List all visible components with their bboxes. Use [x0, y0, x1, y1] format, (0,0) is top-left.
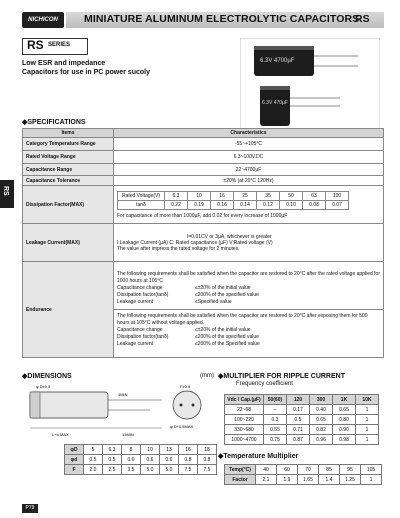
ripple-header-row: [225, 395, 379, 405]
dim-cell: 5: [84, 445, 103, 455]
dim-row: [65, 445, 217, 455]
ripple-cell: 1: [356, 435, 379, 445]
dissipation-note: For capacitance of more than 1000µF, add 0.02 for every increase of 1000µF: [117, 212, 288, 219]
factor-cell: 2.1: [256, 475, 277, 485]
dissipation-voltage-label: Rated Voltage(V): [118, 191, 165, 200]
dissipation-tan-label: tanδ: [118, 200, 165, 209]
ripple-cell: 0.17: [287, 405, 310, 415]
dim-row: [65, 465, 217, 475]
dissipation-voltage-row: [118, 191, 349, 200]
endurance-key: Leakage current: [117, 299, 154, 305]
shelf-value: ≤200% of the Specified value: [195, 341, 260, 347]
ripple-row: [225, 415, 379, 425]
dim-cell: 0.6: [122, 455, 141, 465]
ripple-corner-vdc: Vdc: [227, 396, 237, 403]
endurance-item: [117, 299, 380, 306]
spec-header-row: [23, 129, 384, 138]
row-endurance: [23, 262, 384, 358]
row-rated-voltage: [23, 151, 384, 164]
dim-cell: 5.0: [141, 465, 160, 475]
shelf-value: ≤200% of the specified value: [195, 334, 259, 340]
row-capacitance-range: [23, 164, 384, 176]
leakage-formula: I=0.01CV or 3µA, whichever is greater: [187, 233, 272, 240]
label-capacitance-range: Capacitance Range: [23, 164, 114, 176]
dim-cell: 13: [160, 445, 179, 455]
label-endurance: Endurance: [23, 262, 114, 358]
ripple-cell: 0.71: [287, 425, 310, 435]
dim-cell: 10: [141, 445, 160, 455]
endurance-item: [117, 292, 380, 299]
shelf-value: ≤±20% of the initial value: [195, 327, 251, 333]
value-capacitance-tolerance: ±20% (at 20°C 120Hz): [114, 176, 384, 186]
dim-cell: 8: [122, 445, 141, 455]
specifications-table: [22, 128, 384, 358]
temp-cell: 95: [340, 465, 361, 475]
dim-row-header: φd: [65, 455, 84, 465]
brand-logo: NICHICON: [22, 12, 64, 28]
dim-row: [65, 455, 217, 465]
factor-cell: 1.65: [298, 475, 319, 485]
value-category-temperature: -55~+105°C: [114, 138, 384, 151]
value-dissipation-factor: [114, 186, 384, 224]
ripple-freq: 50(60): [264, 395, 287, 405]
voltage-cell: 63: [303, 191, 326, 200]
ripple-freq: 300: [310, 395, 333, 405]
endurance-item: [117, 285, 380, 292]
tan-cell: 0.16: [211, 200, 234, 209]
dim-cell: 16: [179, 445, 198, 455]
temp-cell: 85: [319, 465, 340, 475]
page-number: P79: [22, 504, 38, 513]
ripple-freq: 120: [287, 395, 310, 405]
dim-label-length: L+α MAX: [52, 432, 69, 437]
factor-cell: 1: [361, 475, 382, 485]
shelf-key: Leakage current: [117, 341, 154, 347]
ripple-cell: 0.98: [333, 435, 356, 445]
voltage-cell: 6.3: [165, 191, 188, 200]
side-tab-label: RS: [2, 186, 9, 196]
temp-cell: 70: [298, 465, 319, 475]
temp-cell: 105: [361, 465, 382, 475]
ripple-cell: 0.90: [333, 425, 356, 435]
dim-label-lead2: 4MIN: [118, 392, 128, 397]
dim-cell: 0.6: [160, 455, 179, 465]
ripple-freq: 10K: [356, 395, 379, 405]
feature-line-2: Capacitors for use in PC power sucoly: [22, 69, 150, 76]
ripple-cell: 0.65: [333, 405, 356, 415]
dim-label-pitch: F±0.5: [180, 384, 191, 389]
dim-cell: 2.5: [103, 465, 122, 475]
specifications-heading: ◆SPECIFICATIONS: [22, 119, 86, 126]
temp-row-label: Temp(°C): [225, 465, 256, 475]
dim-cell: 6.3: [103, 445, 122, 455]
ripple-subheading: Frequency coefficient: [236, 381, 293, 387]
ripple-cell: 0.3: [264, 415, 287, 425]
series-name: RS: [27, 38, 44, 52]
tan-cell: 0.14: [234, 200, 257, 209]
ripple-row: [225, 405, 379, 415]
ripple-cell: 1: [356, 415, 379, 425]
tan-cell: 0.22: [165, 200, 188, 209]
shelf-item: [117, 334, 380, 341]
ripple-cell: 0.96: [310, 435, 333, 445]
ripple-corner-cap: Cap.(µF): [240, 396, 261, 403]
dim-row-header: φD: [65, 445, 84, 455]
temp-cell: 40: [256, 465, 277, 475]
tan-cell: 0.19: [188, 200, 211, 209]
ripple-row: [225, 435, 379, 445]
label-category-temperature: Category Temperature Range: [23, 138, 114, 151]
ripple-row: [225, 425, 379, 435]
value-capacitance-range: 22~4700µF: [114, 164, 384, 176]
voltage-cell: 16: [211, 191, 234, 200]
col-items: Items: [23, 129, 114, 138]
factor-row-label: Factor: [225, 475, 256, 485]
series-code: RS: [355, 13, 370, 25]
specifications-heading-text: SPECIFICATIONS: [27, 119, 86, 126]
shelf-key: Capacitance change: [117, 327, 163, 333]
dimension-drawing: [22, 382, 214, 440]
voltage-cell: 25: [234, 191, 257, 200]
tan-cell: 0.07: [326, 200, 349, 209]
temp-multiplier-heading: ◆Temperature Multiplier: [218, 453, 299, 460]
ripple-cell: 0.65: [310, 415, 333, 425]
voltage-cell: 100: [326, 191, 349, 200]
capacitor-small-label: 6.3V 470µF: [262, 100, 288, 106]
dimensions-unit: (mm): [200, 373, 214, 379]
ripple-cap: 100~220: [225, 415, 264, 425]
factor-row: [225, 475, 382, 485]
endurance-intro-1: The following requirements shall be satisfied when the capacitor are restored to 20°C after the rated voltage applied for 1000 hours at 105°C: [117, 271, 380, 284]
ripple-cell: 0.75: [264, 435, 287, 445]
row-leakage-current: [23, 224, 384, 262]
factor-cell: 1.25: [340, 475, 361, 485]
dimensions-heading-text: DIMENSIONS: [27, 373, 72, 380]
temp-row: [225, 465, 382, 475]
leakage-legend: I:Leakage Current (µA) C: Rated capacitance (µF) V:Rated voltage (V): [117, 239, 273, 246]
shelf-key: Dissipation factor(tanδ): [117, 334, 169, 340]
voltage-cell: 10: [188, 191, 211, 200]
dissipation-table: [117, 191, 349, 210]
dim-cell: 2.0: [84, 465, 103, 475]
dim-label-lead: 15MIN: [122, 432, 134, 437]
ripple-freq: 1K: [333, 395, 356, 405]
capacitor-large-label: 6.3V 4700µF: [260, 58, 295, 64]
dim-cell: 7.5: [179, 465, 198, 475]
row-capacitance-tolerance: [23, 176, 384, 186]
ripple-cell: 0.82: [310, 425, 333, 435]
dim-label-dia-max: φ D+0.5MAX: [170, 424, 194, 429]
feature-line-1: Low ESR and impedance: [22, 60, 106, 67]
ripple-cell: 0.40: [310, 405, 333, 415]
tan-cell: 0.10: [280, 200, 303, 209]
dim-cell: 0.8: [198, 455, 217, 465]
temp-cell: 60: [277, 465, 298, 475]
dissipation-tan-row: [118, 200, 349, 209]
endurance-value: ≤±20% of the initial value: [195, 285, 251, 291]
value-rated-voltage: 6.3~100V.DC: [114, 151, 384, 164]
dim-row-header: F: [65, 465, 84, 475]
leakage-condition: The value after impress the rated voltage for 2 minutes.: [117, 245, 240, 252]
value-endurance: [114, 262, 384, 358]
endurance-intro-2: The following requirements shall be satisfied when the capacitor are restored to 20°C after exposing them for 500 hours at 105°C without voltage applied.: [117, 313, 368, 326]
endurance-key: Capacitance change: [117, 285, 163, 291]
ripple-cell: 1: [356, 425, 379, 435]
dim-cell: 0.5: [84, 455, 103, 465]
endurance-value: ≤200% of the specified value: [195, 292, 259, 298]
voltage-cell: 50: [280, 191, 303, 200]
label-rated-voltage: Rated Voltage Range: [23, 151, 114, 164]
dim-cell: 0.8: [179, 455, 198, 465]
product-photo: [240, 38, 380, 132]
dim-label-diameter: φ D±0.5: [36, 384, 51, 389]
ripple-corner: Vdc / Cap.(µF): [225, 395, 264, 405]
voltage-cell: 35: [257, 191, 280, 200]
ripple-cell: 0.80: [333, 415, 356, 425]
dim-cell: 0.5: [103, 455, 122, 465]
series-label: SERIES: [48, 42, 71, 48]
dim-cell: 0.6: [141, 455, 160, 465]
dim-cell: 18: [198, 445, 217, 455]
ripple-cell: 0.87: [287, 435, 310, 445]
ripple-cell: 0.55: [264, 425, 287, 435]
row-category-temperature: [23, 138, 384, 151]
label-leakage-current: Leakage Current(MAX): [23, 224, 114, 262]
dim-cell: 5.0: [160, 465, 179, 475]
ripple-heading: ◆MULTIPLIER FOR RIPPLE CURRENT: [218, 373, 345, 380]
dimensions-table: [64, 444, 217, 475]
label-dissipation-factor: Dissipation Factor(MAX): [23, 186, 114, 224]
temp-multiplier-table: [224, 464, 382, 485]
ripple-heading-text: MULTIPLIER FOR RIPPLE CURRENT: [223, 373, 345, 380]
temp-multiplier-heading-text: Temperature Multiplier: [223, 453, 299, 460]
ripple-cap: 1000~4700: [225, 435, 264, 445]
page-title: MINIATURE ALUMINUM ELECTROLYTIC CAPACITORS: [84, 13, 360, 25]
ripple-cell: --: [264, 405, 287, 415]
endurance-value: ≤Specified value: [195, 299, 232, 305]
row-dissipation-factor: [23, 186, 384, 224]
value-leakage-current: [114, 224, 384, 262]
ripple-cell: 1: [356, 405, 379, 415]
factor-cell: 1.9: [277, 475, 298, 485]
ripple-table: [224, 394, 379, 445]
endurance-key: Dissipation factor(tanδ): [117, 292, 169, 298]
ripple-cap: 330~680: [225, 425, 264, 435]
ripple-cell: 0.5: [287, 415, 310, 425]
factor-cell: 1.4: [319, 475, 340, 485]
ripple-cap: 22~68: [225, 405, 264, 415]
dim-cell: 3.5: [122, 465, 141, 475]
label-capacitance-tolerance: Capacitance Tolerance: [23, 176, 114, 186]
tan-cell: 0.12: [257, 200, 280, 209]
col-characteristics: Characteristics: [114, 129, 384, 138]
tan-cell: 0.08: [303, 200, 326, 209]
shelf-item: [117, 341, 380, 348]
shelf-item: [117, 327, 380, 334]
dim-cell: 7.5: [198, 465, 217, 475]
dimensions-heading: ◆DIMENSIONS: [22, 373, 72, 380]
